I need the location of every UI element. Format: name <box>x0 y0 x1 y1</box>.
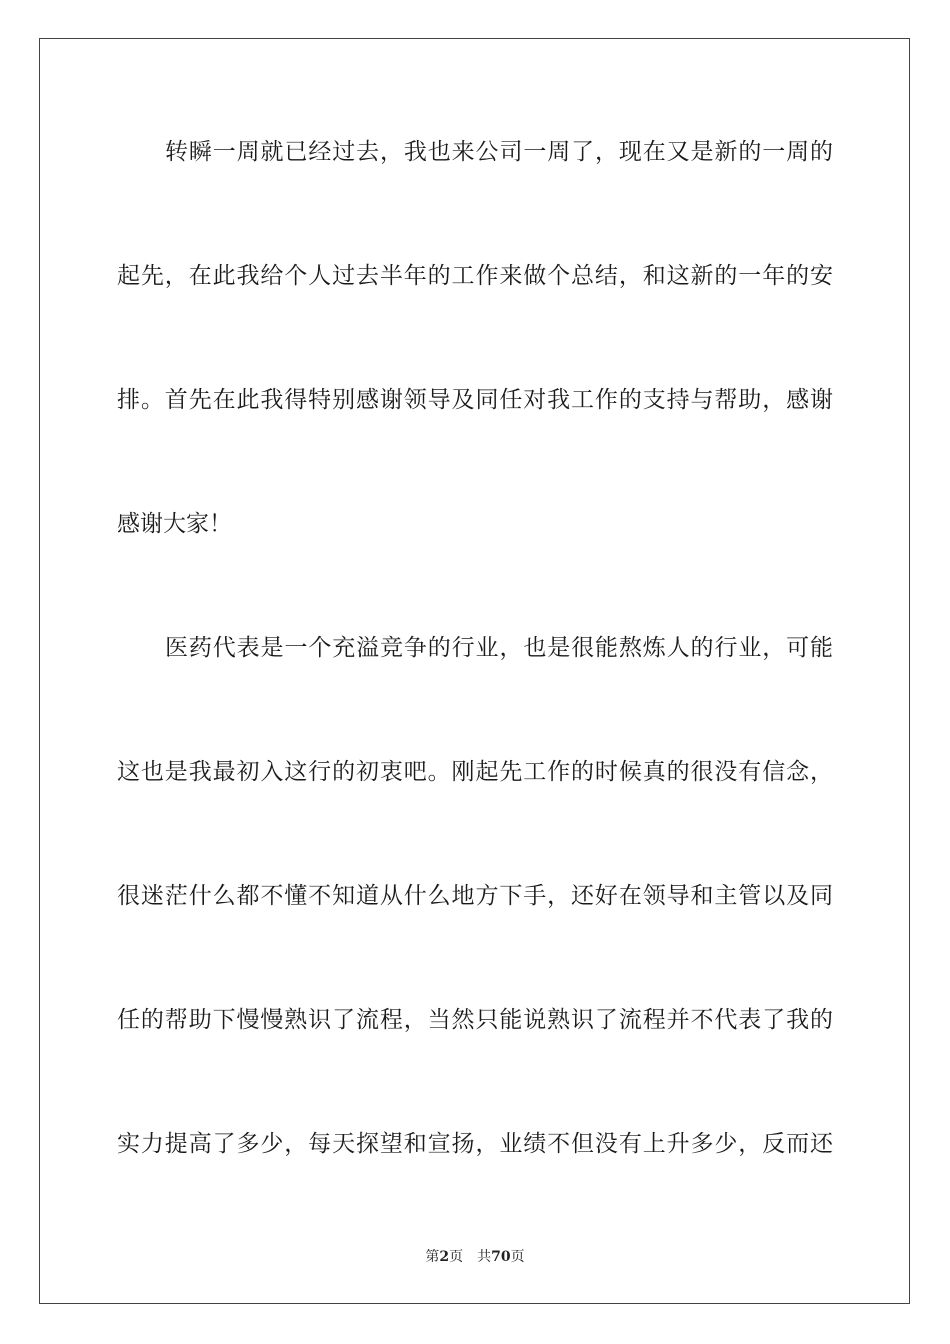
page-suffix: 页 <box>449 1249 464 1265</box>
page-number: 2 <box>439 1249 450 1265</box>
paragraph-2-line-5: 实力提高了多少，每天探望和宣扬，业绩不但没有上升多少，反而还 <box>117 1131 833 1157</box>
paragraph-1-line-3: 排。首先在此我得特别感谢领导及同任对我工作的支持与帮助，感谢 <box>117 387 833 413</box>
page-border <box>39 38 910 1304</box>
total-suffix: 页 <box>510 1249 525 1265</box>
paragraph-1-line-1: 转瞬一周就已经过去，我也来公司一周了，现在又是新的一周的 <box>165 139 833 165</box>
paragraph-2-line-3: 很迷茫什么都不懂不知道从什么地方下手，还好在领导和主管以及同 <box>117 883 833 909</box>
page-prefix: 第 <box>425 1249 440 1265</box>
paragraph-2-line-1: 医药代表是一个充溢竞争的行业，也是很能熬炼人的行业，可能 <box>165 635 833 661</box>
paragraph-2-line-2: 这也是我最初入这行的初衷吧。刚起先工作的时候真的很没有信念， <box>117 759 833 785</box>
total-pages: 70 <box>491 1249 511 1265</box>
total-prefix: 共 <box>477 1249 492 1265</box>
page-footer <box>0 1247 950 1267</box>
paragraph-2-line-4: 任的帮助下慢慢熟识了流程，当然只能说熟识了流程并不代表了我的 <box>117 1007 833 1033</box>
paragraph-1-line-4: 感谢大家！ <box>117 511 232 537</box>
paragraph-1-line-2: 起先，在此我给个人过去半年的工作来做个总结，和这新的一年的安 <box>117 263 833 289</box>
